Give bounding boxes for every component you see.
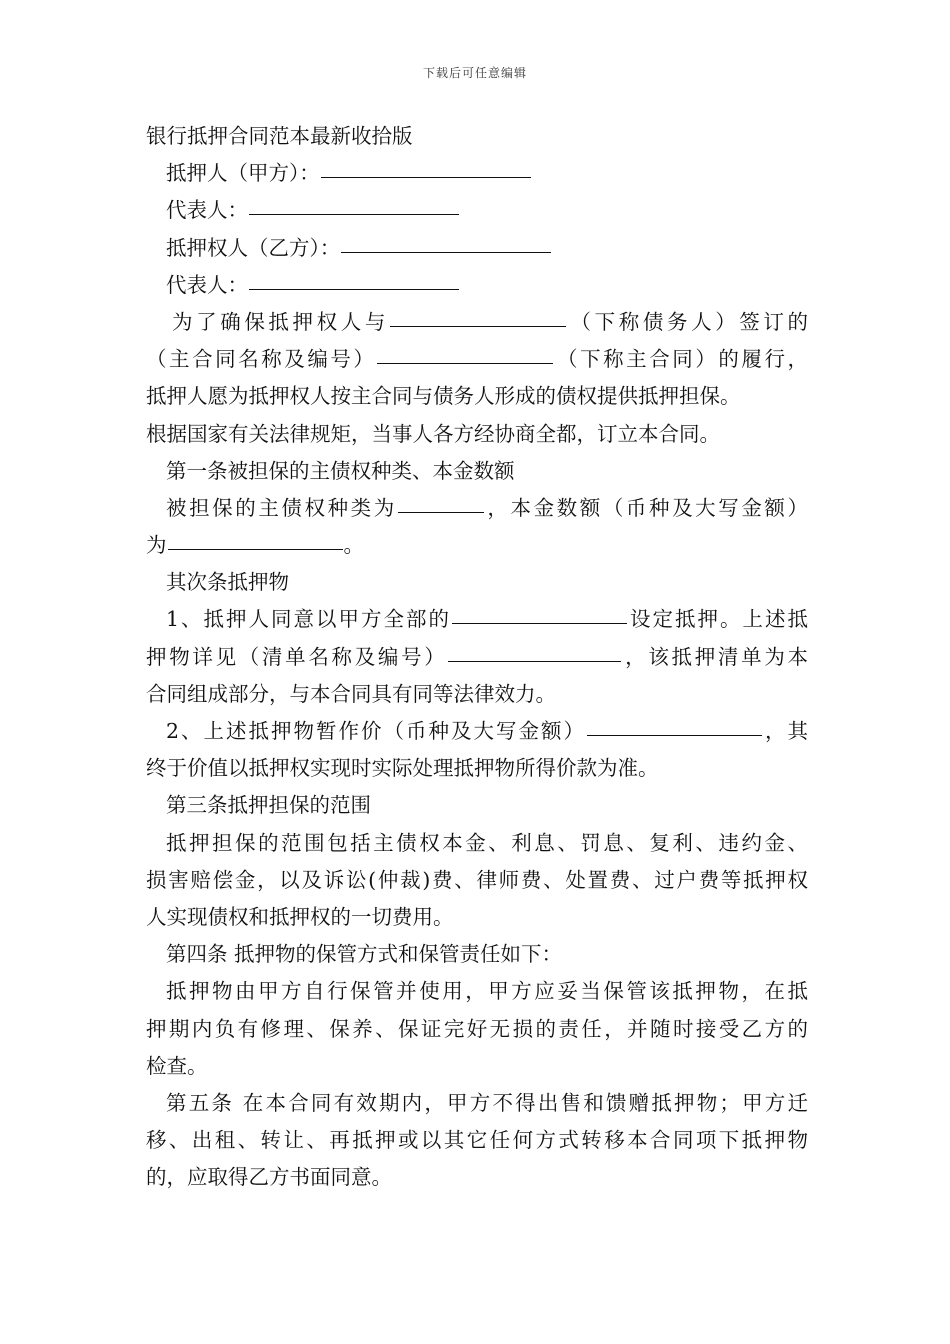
intro-line-3: 抵押人愿为抵押权人按主合同与债务人形成的债权提供抵押担保。 (146, 384, 741, 409)
mortgagee-blank[interactable] (341, 231, 551, 253)
document-title: 银行抵押合同范本最新收拾版 (146, 124, 413, 148)
article-1-text-1a: 被担保的主债权种类为 (166, 495, 397, 520)
article-2-text-2b: ，该抵押清单为本 (622, 644, 808, 669)
article-2-clause-1-line-2 (146, 639, 808, 676)
intro-text-2b: （下称主合同）的履行， (554, 347, 808, 372)
article-1-text-2b: 。 (343, 533, 364, 558)
intro-line-2 (146, 341, 808, 378)
article-5-line-3: 的，应取得乙方书面同意。 (146, 1165, 392, 1190)
intro-text-1a: 为了确保抵押权人与 (172, 309, 389, 334)
main-contract-blank[interactable] (377, 343, 553, 365)
article-2-text-3a: 2、上述抵押物暂作价（币种及大写金额） (166, 719, 586, 743)
article-2-text-2a: 押物详见（清单名称及编号） (146, 644, 448, 669)
article-2-clause-2-line-2: 终于价值以抵押权实现时实际处理抵押物所得价款为准。 (146, 756, 659, 781)
representative-label-1: 代表人： (166, 198, 248, 223)
principal-amount-blank[interactable] (168, 529, 343, 551)
article-2-clause-1-line-3: 合同组成部分，与本合同具有同等法律效力。 (146, 681, 556, 706)
mortgagor-label: 抵押人（甲方）： (166, 161, 320, 186)
article-3-line-1: 抵押担保的范围包括主债权本金、利息、罚息、复利、违约金、 (166, 830, 808, 855)
representative-line-2 (146, 267, 808, 304)
article-2-heading: 其次条抵押物 (166, 570, 289, 595)
debt-type-blank[interactable] (398, 491, 484, 513)
page-header-note: 下载后可任意编辑 (422, 66, 527, 80)
article-1-heading: 第一条被担保的主债权种类、本金数额 (166, 458, 515, 483)
intro-line-4: 根据国家有关法律规矩，当事人各方经协商全都，订立本合同。 (146, 421, 720, 446)
article-4-line-3: 检查。 (146, 1053, 208, 1078)
article-5-line-1: 第五条 在本合同有效期内，甲方不得出售和馈赠抵押物；甲方迁 (166, 1090, 808, 1115)
article-4-line-2: 押期内负有修理、保养、保证完好无损的责任，并随时接受乙方的 (146, 1016, 808, 1041)
article-3-line-2: 损害赔偿金，以及诉讼(仲裁)费、律师费、处置费、过户费等抵押权 (146, 867, 808, 892)
debtor-blank[interactable] (390, 305, 566, 327)
article-3-line-3: 人实现债权和抵押权的一切费用。 (146, 904, 454, 929)
article-2-text-3b: ，其 (763, 719, 808, 743)
intro-line-1 (146, 304, 808, 341)
intro-text-1b: （下称债务人）签订的 (566, 309, 808, 334)
article-2-text-1a: 1、抵押人同意以甲方全部的 (166, 607, 452, 632)
valuation-blank[interactable] (587, 715, 762, 737)
intro-text-2a: （主合同名称及编号） (146, 347, 377, 372)
collateral-blank[interactable] (452, 603, 627, 625)
representative-line-1 (146, 192, 808, 229)
article-5-line-2: 移、出租、转让、再抵押或以其它任何方式转移本合同项下抵押物 (146, 1128, 808, 1153)
article-4-line-1: 抵押物由甲方自行保管并使用，甲方应妥当保管该抵押物，在抵 (166, 979, 808, 1004)
representative-blank-1[interactable] (249, 194, 459, 216)
article-4-heading: 第四条 抵押物的保管方式和保管责任如下： (166, 942, 563, 967)
contract-body (146, 118, 808, 1196)
representative-blank-2[interactable] (249, 268, 459, 290)
article-1-text-1b: ，本金数额（币种及大写金额） (484, 495, 808, 520)
article-2-clause-1-line-1 (146, 601, 808, 638)
article-1-line-1 (146, 490, 808, 527)
representative-label-2: 代表人： (166, 272, 248, 297)
mortgagee-line (146, 230, 808, 267)
article-2-text-1b: 设定抵押。上述抵 (628, 607, 808, 632)
article-1-line-2 (146, 527, 808, 564)
article-2-clause-2-line-1 (146, 713, 808, 750)
article-1-text-2a: 为 (146, 533, 167, 558)
article-3-heading: 第三条抵押担保的范围 (166, 793, 371, 818)
mortgagor-line (146, 155, 808, 192)
collateral-list-blank[interactable] (448, 640, 621, 662)
mortgagor-blank[interactable] (321, 157, 531, 179)
mortgagee-label: 抵押权人（乙方）： (166, 235, 341, 260)
